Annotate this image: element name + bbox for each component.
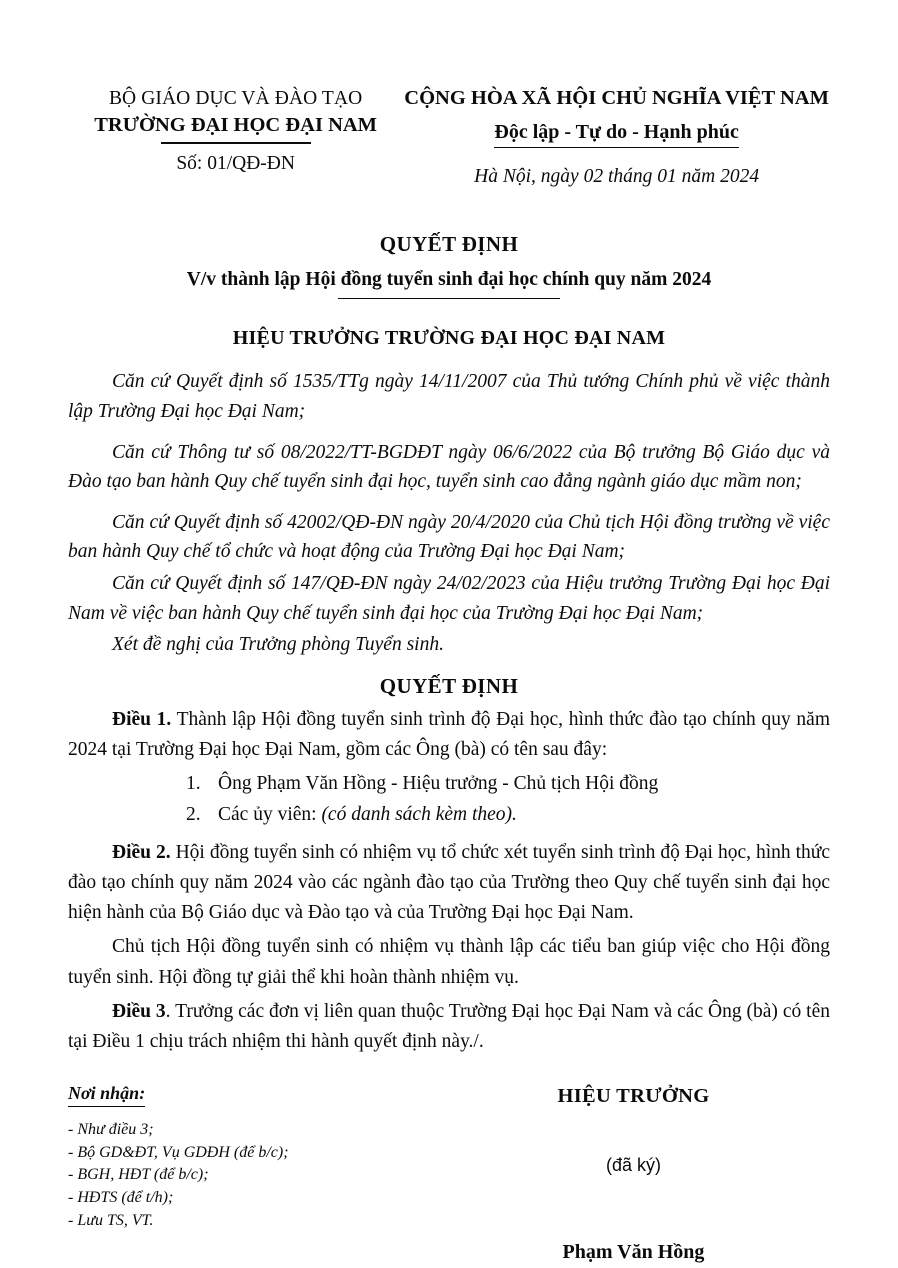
- header-left-column: [68, 84, 403, 176]
- basis-paragraph: Xét đề nghị của Trưởng phòng Tuyển sinh.: [112, 634, 444, 656]
- title-block: [68, 231, 830, 351]
- university-name: [68, 112, 403, 143]
- signed-marker: (đã ký): [605, 1155, 661, 1175]
- article-2-paragraph-2: Chủ tịch Hội đồng tuyển sinh có nhiệm vụ thành lập các tiểu ban giúp việc cho Hội đồng tuyển sinh. Hội đồng tự giải thể khi hoàn thành nhiệm vụ.: [68, 936, 830, 988]
- list-item-number: 2.: [186, 803, 201, 825]
- place-and-date: Hà Nội, ngày 02 tháng 01 năm 2024: [474, 165, 760, 187]
- document-title: QUYẾT ĐỊNH: [379, 232, 519, 257]
- article-1-label: Điều 1.: [112, 708, 172, 730]
- list-item-text: Ông Phạm Văn Hồng - Hiệu trưởng - Chủ tịch Hội đồng: [218, 773, 659, 795]
- recipients-block: [68, 1083, 445, 1265]
- header-right-column: [403, 84, 830, 189]
- basis-paragraph: Căn cứ Thông tư số 08/2022/TT-BGDĐT ngày 06/6/2022 của Bộ trưởng Bộ Giáo dục và Đào tạo ban hành Quy chế tuyển sinh đại học, tuyển sinh cao đẳng ngành giáo dục mầm non;: [68, 441, 830, 493]
- member-list: [68, 769, 830, 829]
- document-number: Số: 01/QĐ-ĐN: [176, 152, 295, 174]
- article-1-text: Thành lập Hội đồng tuyển sinh trình độ Đại học, hình thức đào tạo chính quy năm 2024 tại Trường Đại học Đại Nam, gồm các Ông (bà) có tên sau đây:: [68, 708, 830, 761]
- article-3-text: . Trưởng các đơn vị liên quan thuộc Trường Đại học Đại Nam và các Ông (bà) có tên tại Điều 1 chịu trách nhiệm thi hành quyết định này./.: [68, 1000, 830, 1053]
- ministry-name: BỘ GIÁO DỤC VÀ ĐÀO TẠO: [108, 88, 363, 109]
- document-footer: [68, 1083, 830, 1265]
- national-title: CỘNG HÒA XÃ HỘI CHỦ NGHĨA VIỆT NAM: [404, 87, 829, 109]
- basis-paragraph: Căn cứ Quyết định số 42002/QĐ-ĐN ngày 20/4/2020 của Chủ tịch Hội đồng trường về việc ban hành Quy chế tổ chức và hoạt động của Trường Đại học Đại Nam;: [68, 511, 830, 563]
- article-2-label: Điều 2.: [112, 841, 171, 863]
- signer-name: Phạm Văn Hồng: [562, 1241, 705, 1264]
- document-subtitle: V/v thành lập Hội đồng tuyển sinh đại học chính quy năm 2024: [186, 269, 712, 291]
- signature-block: [445, 1083, 830, 1265]
- article-3-label: Điều 3: [112, 1000, 166, 1022]
- basis-paragraph: Căn cứ Quyết định số 1535/TTg ngày 14/11/2007 của Thủ tướng Chính phủ về việc thành lập Trường Đại học Đại Nam;: [68, 371, 830, 422]
- university-name-underline: [161, 142, 311, 144]
- signer-role: HIỆU TRƯỞNG: [557, 1085, 710, 1108]
- list-item-number: 1.: [186, 773, 201, 795]
- article-2: [68, 838, 830, 929]
- article-2-text: Hội đồng tuyển sinh có nhiệm vụ tổ chức xét tuyển sinh trình độ Đại học, hình thức đào tạo chính quy năm 2024 vào các ngành đào tạo của Trường theo Quy chế tuyển sinh đại học hiện hành của Bộ Giáo dục và Đào tạo và của Trường Đại học Đại Nam.: [68, 841, 831, 924]
- list-item-note: (có danh sách kèm theo).: [321, 803, 517, 825]
- list-item: - HĐTS (để t/h);: [68, 1189, 174, 1207]
- document-subtitle-underline: [338, 298, 560, 300]
- list-item: - Bộ GD&ĐT, Vụ GDĐH (để b/c);: [68, 1143, 289, 1161]
- decision-keyword: QUYẾT ĐỊNH: [379, 673, 519, 698]
- national-motto: Độc lập - Tự do - Hạnh phúc: [494, 118, 738, 148]
- recipients-title: Nơi nhận:: [68, 1083, 145, 1107]
- list-item: [68, 800, 830, 830]
- article-3: [68, 997, 830, 1057]
- document-header: [68, 84, 830, 189]
- recipients-list: [68, 1119, 445, 1233]
- university-name-text: TRƯỜNG ĐẠI HỌC ĐẠI NAM: [94, 114, 378, 137]
- list-item: [68, 769, 830, 799]
- basis-paragraph: Căn cứ Quyết định số 147/QĐ-ĐN ngày 24/02/2023 của Hiệu trưởng Trường Đại học Đại Nam về việc ban hành Quy chế tuyển sinh đại học của Trường Đại học Đại Nam;: [68, 573, 830, 624]
- issuing-authority: HIỆU TRƯỞNG TRƯỜNG ĐẠI HỌC ĐẠI NAM: [232, 327, 666, 350]
- document-body: [68, 367, 830, 1057]
- list-item: - Lưu TS, VT.: [68, 1211, 154, 1229]
- list-item-text: Các ủy viên:: [218, 803, 322, 825]
- list-item: - Như điều 3;: [68, 1120, 154, 1138]
- list-item: - BGH, HĐT (để b/c);: [68, 1166, 209, 1184]
- article-1: [68, 705, 830, 765]
